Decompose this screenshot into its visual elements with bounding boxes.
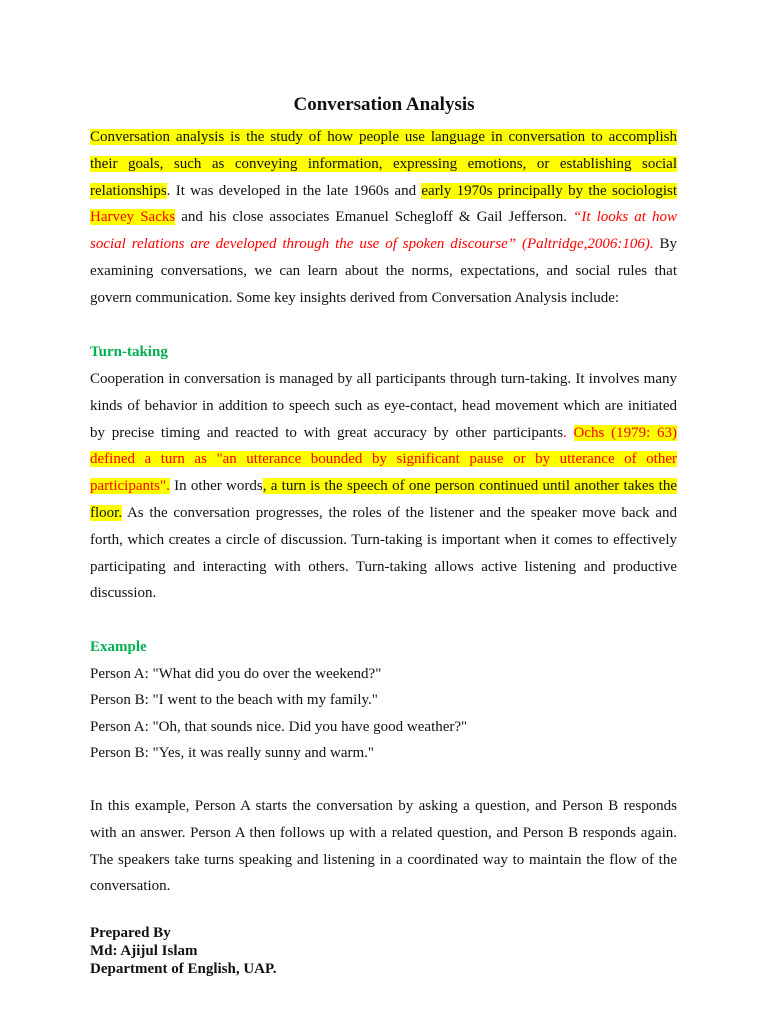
- author-name: Md: Ajijul Islam: [90, 943, 198, 959]
- turn-taking-period: .: [563, 424, 574, 441]
- intro-text-associates: and his close associates Emanuel Schegloff & Gail Jefferson.: [175, 209, 574, 226]
- intro-highlight-definition: Conversation analysis is the study of how people use language in conversation to accomplish their goals, such as conveying information, expressing emotions, or establishing social relationships: [90, 129, 677, 199]
- intro-highlight-sociologist: early 1970s principally by the sociologist: [421, 182, 677, 199]
- example-heading: Example: [90, 639, 147, 655]
- intro-quote-paltridge: “It looks at how social relations are developed through the use of spoken discourse” (Paltridge,2006:106).: [90, 209, 678, 253]
- turn-taking-paragraph: [90, 366, 677, 607]
- example-line: Person B: "Yes, it was really sunny and warm.": [90, 745, 375, 761]
- document-title: Conversation Analysis: [293, 94, 475, 115]
- turn-taking-text-intro: Cooperation in conversation is managed by all participants through turn-taking. It involves many kinds of behavior in addition to speech such as eye-contact, head movement which are initiated by precise timing and reacted to with great accuracy by other participants: [90, 371, 677, 441]
- intro-text-insights: By examining conversations, we can learn about the norms, expectations, and social rules that govern communication. Some key insights derived from Conversation Analysis include:: [90, 236, 677, 306]
- prepared-by-label: Prepared By: [90, 925, 171, 941]
- turn-taking-text-discussion: As the conversation progresses, the roles of the listener and the speaker move back and forth, which creates a circle of discussion. Turn-taking is important when it comes to effectively participating and interacting with others. Turn-taking allows active listening and productive discussion.: [90, 504, 677, 602]
- intro-paragraph: [90, 124, 677, 312]
- intro-text-history: . It was developed in the late 1960s and: [166, 182, 422, 199]
- intro-highlight-sacks: Harvey Sacks: [90, 209, 176, 226]
- example-line: Person A: "What did you do over the weekend?": [90, 666, 382, 682]
- turn-taking-text-other-words: In other words: [169, 478, 263, 495]
- example-line: Person B: "I went to the beach with my family.": [90, 692, 378, 708]
- turn-taking-quote-ochs: Ochs (1979: 63) defined a turn as "an utterance bounded by significant pause or by utterance of other participants".: [90, 424, 677, 495]
- author-department: Department of English, UAP.: [90, 961, 277, 977]
- turn-taking-heading: Turn-taking: [90, 344, 168, 360]
- example-explanation: In this example, Person A starts the conversation by asking a question, and Person B responds with an answer. Person A then follows up with a related question, and Person B responds again. The speakers take turns speaking and listening in a coordinated way to maintain the flow of the conversation.: [90, 798, 677, 895]
- example-line: Person A: "Oh, that sounds nice. Did you have good weather?": [90, 719, 468, 735]
- turn-taking-highlight-definition: , a turn is the speech of one person continued until another takes the floor.: [90, 478, 677, 521]
